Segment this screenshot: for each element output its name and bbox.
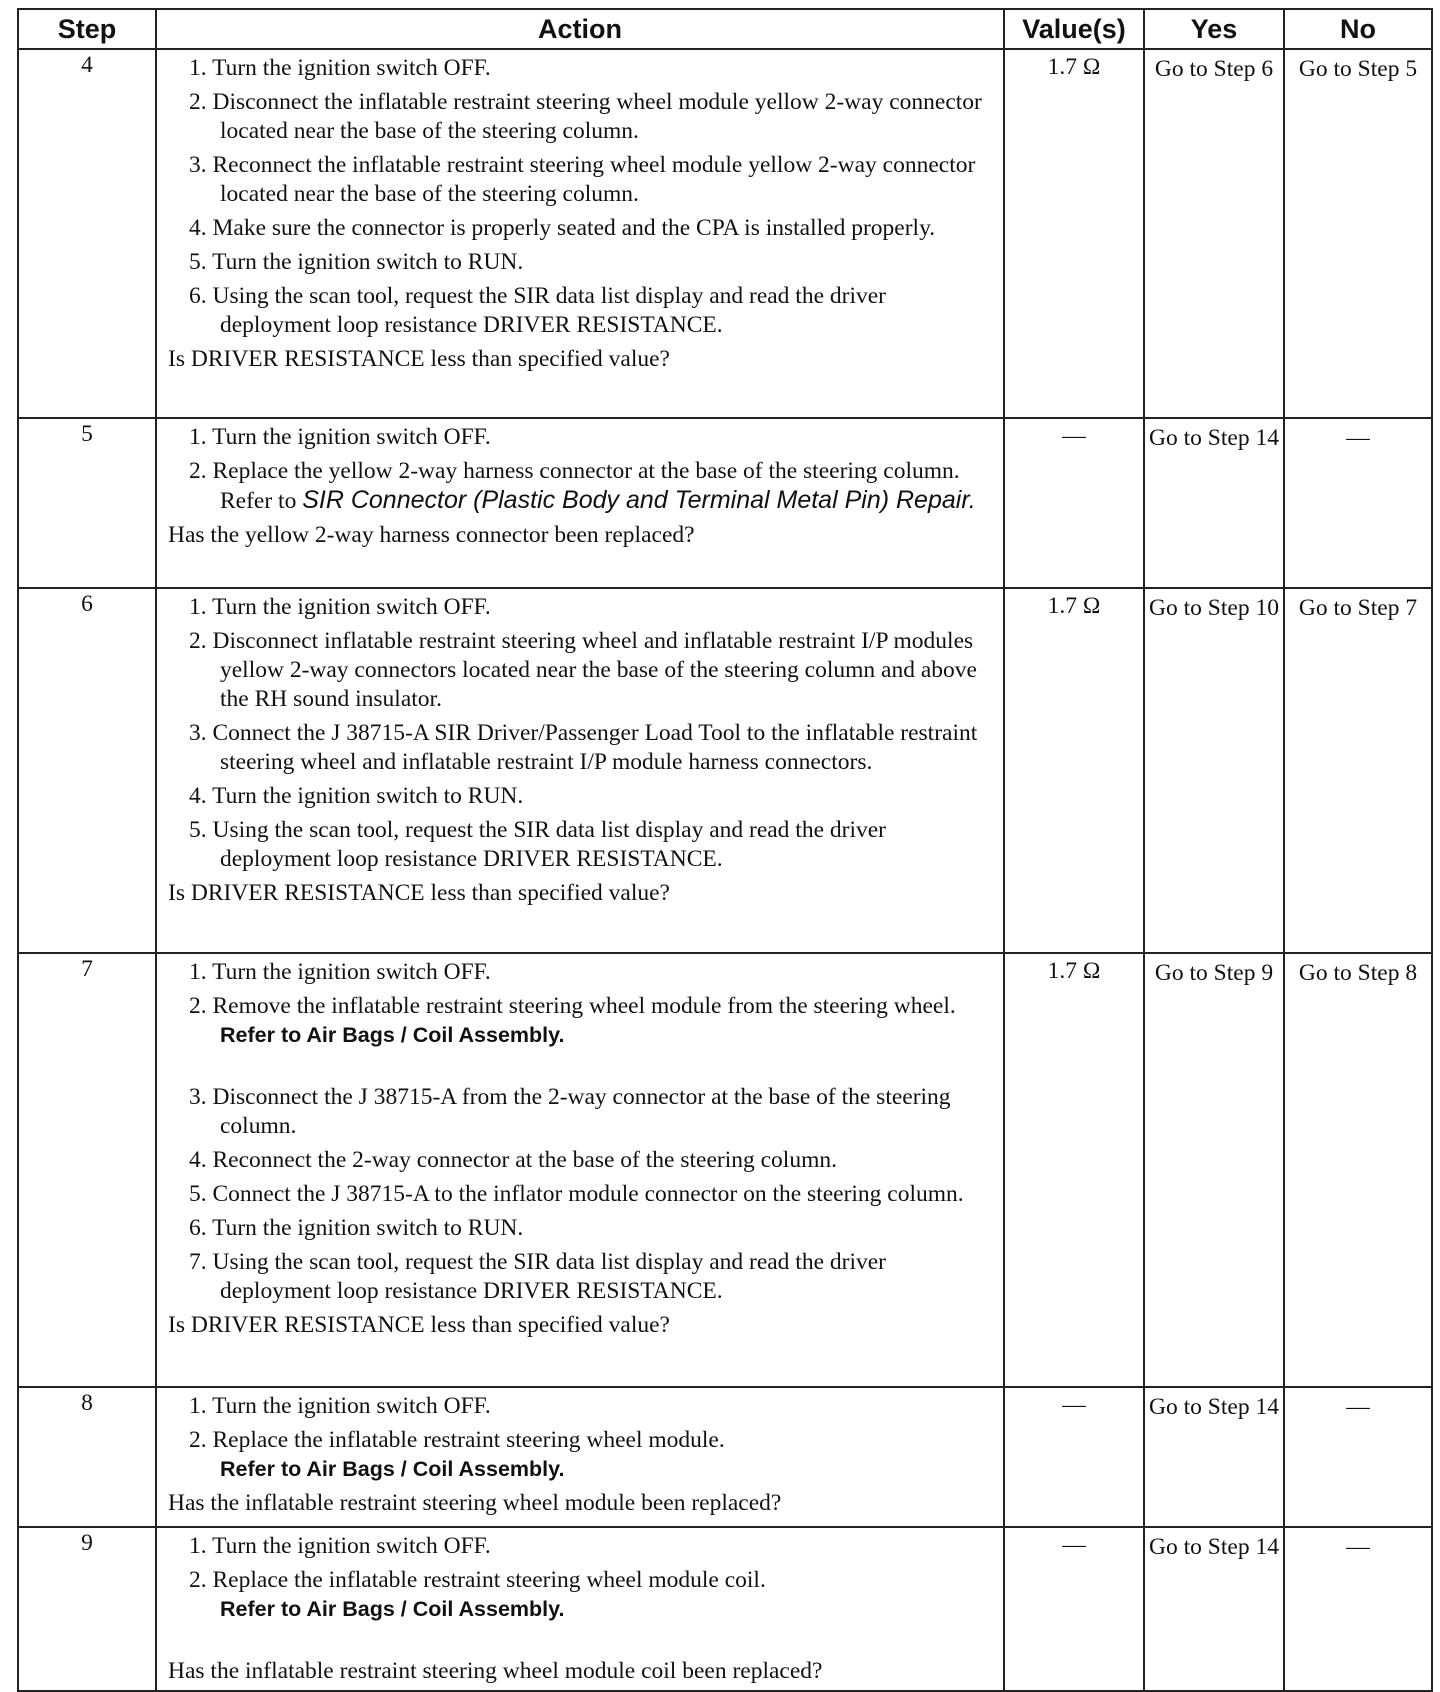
step-number: 4 [18, 49, 156, 418]
value-cell: 1.7 Ω [1004, 953, 1144, 1387]
header-yes: Yes [1144, 9, 1284, 49]
action-item: 4. Turn the ignition switch to RUN. [189, 783, 524, 809]
step-number: 7 [18, 953, 156, 1387]
action-item: 2. Replace the inflatable restraint steering wheel module. Refer to Air Bags / Coil Assembly. [189, 1427, 725, 1481]
action-item: 5. Turn the ignition switch to RUN. [189, 249, 524, 275]
action-item: 7. Using the scan tool, request the SIR data list display and read the driver deployment loop resistance DRIVER RESISTANCE. [189, 1249, 887, 1304]
step-number: 6 [18, 588, 156, 953]
action-item: 1. Turn the ignition switch OFF. [189, 1393, 491, 1419]
action-cell [156, 1527, 1004, 1691]
action-item: 5. Connect the J 38715-A to the inflator module connector on the steering column. [189, 1181, 964, 1207]
action-question: Is DRIVER RESISTANCE less than specified value? [168, 1312, 670, 1338]
action-cell [156, 1387, 1004, 1527]
no-cell: — [1284, 1387, 1432, 1527]
table-row [18, 49, 1432, 418]
action-cell [156, 953, 1004, 1387]
action-item: 6. Turn the ignition switch to RUN. [189, 1215, 524, 1241]
step-number: 8 [18, 1387, 156, 1527]
action-question: Has the inflatable restraint steering wheel module coil been replaced? [168, 1658, 823, 1684]
action-item: 2. Remove the inflatable restraint steering wheel module from the steering wheel. Refer to Air Bags / Coil Assembly. [189, 993, 956, 1047]
yes-cell: Go to Step 6 [1144, 49, 1284, 418]
spacer [165, 1055, 995, 1083]
action-item: 1. Turn the ignition switch OFF. [189, 1533, 491, 1559]
value-cell: — [1004, 1387, 1144, 1527]
diagnostic-procedure-table [17, 8, 1433, 1692]
header-values: Value(s) [1004, 9, 1144, 49]
action-question: Is DRIVER RESISTANCE less than specified value? [168, 346, 670, 372]
action-item: 4. Make sure the connector is properly seated and the CPA is installed properly. [189, 215, 936, 241]
step-number: 9 [18, 1527, 156, 1691]
yes-cell: Go to Step 10 [1144, 588, 1284, 953]
no-cell: Go to Step 5 [1284, 49, 1432, 418]
action-item: 2. Replace the yellow 2-way harness connector at the base of the steering column. Refer to SIR Connector (Plastic Body and Terminal Metal Pin) Repair. [189, 458, 976, 514]
action-cell [156, 588, 1004, 953]
action-item: 1. Turn the ignition switch OFF. [189, 959, 491, 985]
action-item: 3. Disconnect the J 38715-A from the 2-way connector at the base of the steering column. [189, 1084, 951, 1139]
table-row [18, 588, 1432, 953]
value-cell: — [1004, 418, 1144, 588]
yes-cell: Go to Step 14 [1144, 418, 1284, 588]
action-item: 6. Using the scan tool, request the SIR data list display and read the driver deployment loop resistance DRIVER RESISTANCE. [189, 283, 887, 338]
action-question: Has the yellow 2-way harness connector been replaced? [168, 522, 695, 548]
no-cell: — [1284, 1527, 1432, 1691]
yes-cell: Go to Step 14 [1144, 1527, 1284, 1691]
reference-link[interactable]: Refer to Air Bags / Coil Assembly. [220, 1457, 565, 1481]
no-cell: Go to Step 8 [1284, 953, 1432, 1387]
no-cell: Go to Step 7 [1284, 588, 1432, 953]
action-cell [156, 49, 1004, 418]
action-cell [156, 418, 1004, 588]
yes-cell: Go to Step 9 [1144, 953, 1284, 1387]
table-row [18, 953, 1432, 1387]
value-cell: — [1004, 1527, 1144, 1691]
action-item: 2. Replace the inflatable restraint steering wheel module coil. Refer to Air Bags / Coil Assembly. [189, 1567, 766, 1621]
action-item: 3. Connect the J 38715-A SIR Driver/Passenger Load Tool to the inflatable restraint steering wheel and inflatable restraint I/P module harness connectors. [189, 720, 978, 775]
reference-link[interactable]: Refer to Air Bags / Coil Assembly. [220, 1597, 565, 1621]
action-item: 1. Turn the ignition switch OFF. [189, 594, 491, 620]
header-row [18, 9, 1432, 49]
table-row [18, 418, 1432, 588]
action-item: 2. Disconnect inflatable restraint steering wheel and inflatable restraint I/P modules yellow 2-way connectors located near the base of the steering column and above the RH sound insulator. [189, 628, 977, 712]
value-cell: 1.7 Ω [1004, 588, 1144, 953]
action-item: 1. Turn the ignition switch OFF. [189, 55, 491, 81]
header-action: Action [156, 9, 1004, 49]
step-number: 5 [18, 418, 156, 588]
no-cell: — [1284, 418, 1432, 588]
header-step: Step [18, 9, 156, 49]
table-row [18, 1527, 1432, 1691]
reference-link[interactable]: SIR Connector (Plastic Body and Terminal Metal Pin) Repair. [302, 486, 976, 514]
value-cell: 1.7 Ω [1004, 49, 1144, 418]
action-item: 3. Reconnect the inflatable restraint steering wheel module yellow 2-way connector located near the base of the steering column. [189, 152, 976, 207]
yes-cell: Go to Step 14 [1144, 1387, 1284, 1527]
action-question: Is DRIVER RESISTANCE less than specified value? [168, 880, 670, 906]
action-item: 4. Reconnect the 2-way connector at the base of the steering column. [189, 1147, 837, 1173]
spacer [165, 1629, 995, 1657]
action-item: 2. Disconnect the inflatable restraint steering wheel module yellow 2-way connector located near the base of the steering column. [189, 89, 982, 144]
action-item: 1. Turn the ignition switch OFF. [189, 424, 491, 450]
reference-link[interactable]: Refer to Air Bags / Coil Assembly. [220, 1023, 565, 1047]
action-question: Has the inflatable restraint steering wheel module been replaced? [168, 1490, 782, 1516]
action-item: 5. Using the scan tool, request the SIR data list display and read the driver deployment loop resistance DRIVER RESISTANCE. [189, 817, 887, 872]
table-row [18, 1387, 1432, 1527]
header-no: No [1284, 9, 1432, 49]
